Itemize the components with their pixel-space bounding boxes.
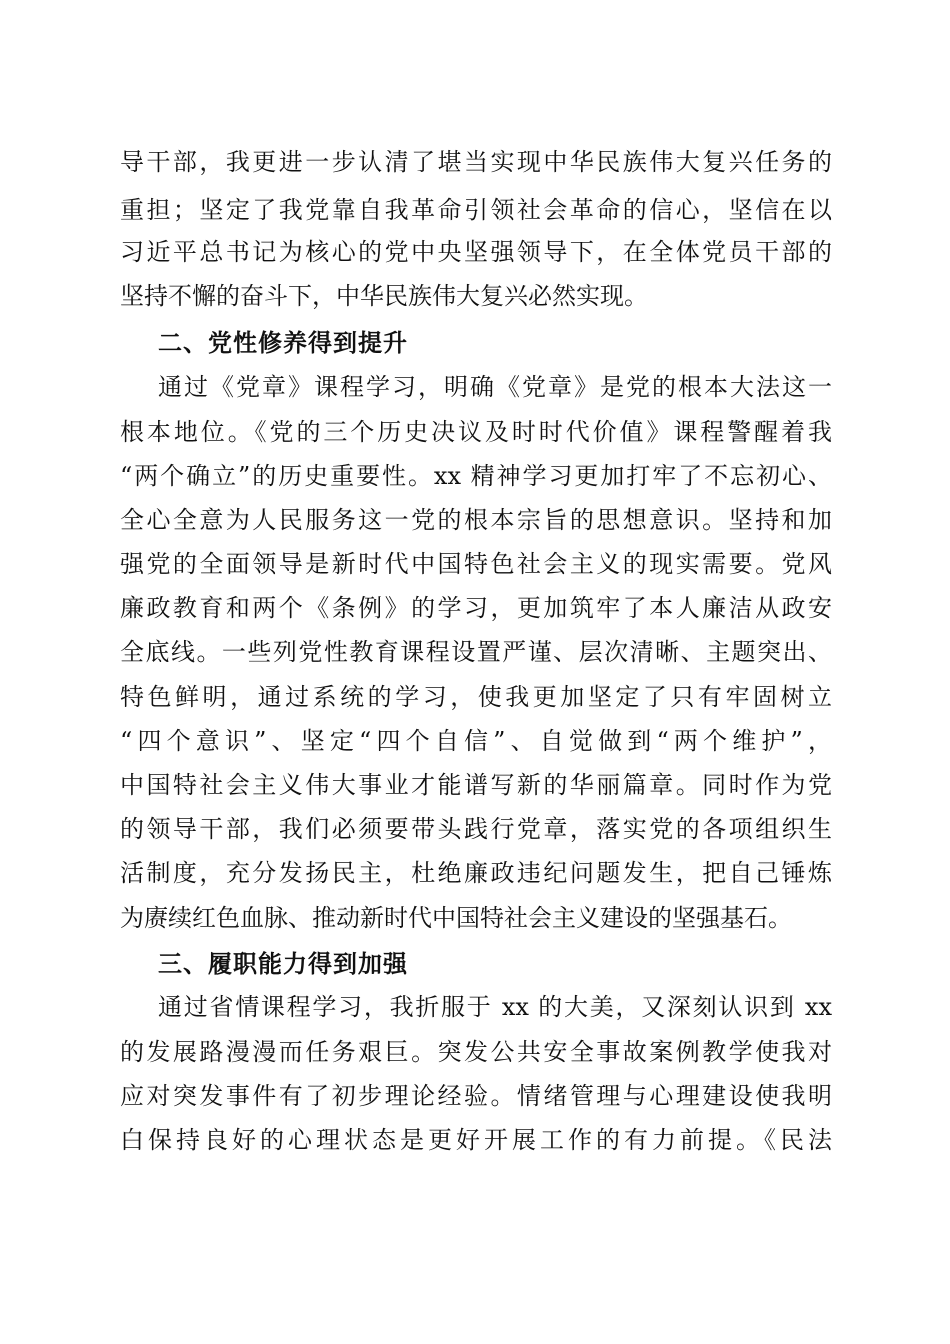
paragraph-2-line-12: 活制度，充分发扬民主，杜绝廉政违纪问题发生，把自己锤炼: [120, 859, 832, 887]
paragraph-3-line-4: 白保持良好的心理状态是更好开展工作的有力前提。《民法: [120, 1126, 832, 1154]
paragraph-2-line-13: 为赓续红色血脉、推动新时代中国特社会主义建设的坚强基石。: [120, 904, 792, 932]
section-heading-2: 二、党性修养得到提升: [158, 329, 408, 357]
paragraph-3-line-1: 通过省情课程学习，我折服于 xx 的大美，又深刻认识到 xx: [158, 993, 832, 1021]
paragraph-3-line-2: 的发展路漫漫而任务艰巨。突发公共安全事故案例教学使我对: [120, 1038, 832, 1066]
paragraph-1-line-2: 重担；坚定了我党靠自我革命引领社会革命的信心，坚信在以: [120, 196, 832, 224]
paragraph-2-line-5: 强党的全面领导是新时代中国特色社会主义的现实需要。党风: [120, 550, 832, 578]
paragraph-2-line-10: 中国特社会主义伟大事业才能谱写新的华丽篇章。同时作为党: [120, 771, 832, 799]
paragraph-2-line-3: “两个确立”的历史重要性。xx 精神学习更加打牢了不忘初心、: [120, 462, 832, 490]
paragraph-2-line-4: 全心全意为人民服务这一党的根本宗旨的思想意识。坚持和加: [120, 506, 832, 534]
paragraph-1-line-1: 导干部，我更进一步认清了堪当实现中华民族伟大复兴任务的: [120, 148, 832, 176]
section-heading-3: 三、履职能力得到加强: [158, 950, 408, 978]
paragraph-2-line-6: 廉政教育和两个《条例》的学习，更加筑牢了本人廉洁从政安: [120, 594, 832, 622]
paragraph-2-line-2: 根本地位。《党的三个历史决议及时时代价值》课程警醒着我: [120, 418, 832, 446]
paragraph-3-line-3: 应对突发事件有了初步理论经验。情绪管理与心理建设使我明: [120, 1082, 832, 1110]
paragraph-2-line-8: 特色鲜明，通过系统的学习，使我更加坚定了只有牢固树立: [120, 683, 832, 711]
paragraph-2-line-1: 通过《党章》课程学习，明确《党章》是党的根本大法这一: [158, 373, 832, 401]
paragraph-1-line-4: 坚持不懈的奋斗下，中华民族伟大复兴必然实现。: [120, 282, 648, 310]
paragraph-2-line-7: 全底线。一些列党性教育课程设置严谨、层次清晰、主题突出、: [120, 638, 832, 666]
paragraph-2-line-11: 的领导干部，我们必须要带头践行党章，落实党的各项组织生: [120, 815, 832, 843]
paragraph-1-line-3: 习近平总书记为核心的党中央坚强领导下，在全体党员干部的: [120, 238, 832, 266]
paragraph-2-line-9: “四个意识”、坚定“四个自信”、自觉做到“两个维护”，: [120, 727, 832, 755]
